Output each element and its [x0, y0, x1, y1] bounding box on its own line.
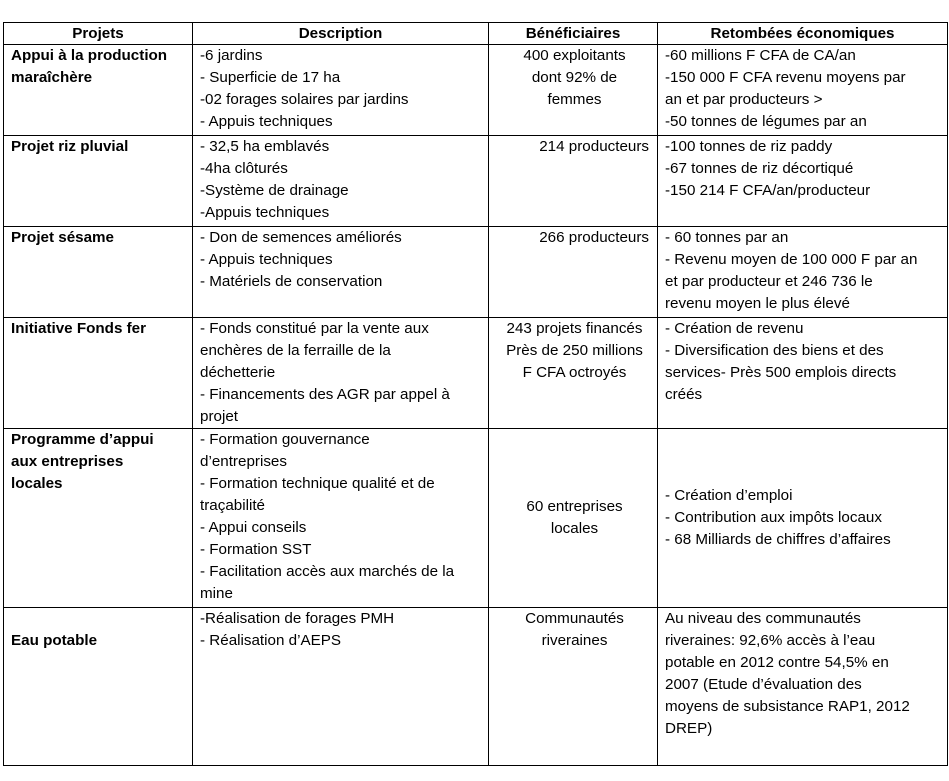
economic-impact-cell: [658, 318, 948, 429]
description-cell: [193, 136, 489, 227]
header-retombees: Retombées économiques: [658, 23, 948, 45]
economic-impact-cell: [658, 136, 948, 227]
beneficiaries-line: riveraines: [541, 632, 608, 649]
description-line: - 32,5 ha emblavés: [200, 138, 330, 155]
description-cell: [193, 318, 489, 429]
beneficiaries-cell: [489, 136, 658, 227]
description-line: -02 forages solaires par jardins: [200, 91, 409, 108]
description-cell: [193, 45, 489, 136]
description-line: enchères de la ferraille de la: [200, 342, 391, 359]
project-cell: [4, 136, 193, 227]
economic-impact-line: -100 tonnes de riz paddy: [665, 138, 833, 155]
economic-impact-line: -50 tonnes de légumes par an: [665, 113, 867, 130]
description-cell: [193, 429, 489, 608]
beneficiaries-cell: [489, 429, 658, 608]
project-cell: [4, 318, 193, 429]
description-line: - Appuis techniques: [200, 251, 333, 268]
beneficiaries-line: F CFA octroyés: [522, 364, 627, 381]
beneficiaries-line: 243 projets financés: [506, 320, 643, 337]
beneficiaries-cell: [489, 318, 658, 429]
description-line: projet: [200, 408, 238, 425]
economic-impact-line: - 60 tonnes par an: [665, 229, 789, 246]
beneficiaries-cell: [489, 227, 658, 318]
project-name-line: Initiative Fonds fer: [11, 320, 147, 337]
table-row: [4, 45, 948, 136]
economic-impact-line: Au niveau des communautés: [665, 610, 861, 627]
description-line: -4ha clôturés: [200, 160, 288, 177]
project-cell: [4, 45, 193, 136]
economic-impact-cell: [658, 608, 948, 766]
description-line: - Formation SST: [200, 541, 312, 558]
beneficiaries-line: 214 producteurs: [539, 138, 649, 155]
description-line: - Appuis techniques: [200, 113, 333, 130]
economic-impact-cell: [658, 45, 948, 136]
project-cell: [4, 608, 193, 766]
table-row: [4, 136, 948, 227]
economic-impact-line: moyens de subsistance RAP1, 2012: [665, 698, 910, 715]
economic-impact-line: - Contribution aux impôts locaux: [665, 509, 882, 526]
table-row: [4, 429, 948, 608]
description-line: - Réalisation d’AEPS: [200, 632, 341, 649]
economic-impact-line: - Création d’emploi: [665, 487, 793, 504]
beneficiaries-line: 60 entreprises: [526, 498, 623, 515]
economic-impact-line: riveraines: 92,6% accès à l’eau: [665, 632, 876, 649]
beneficiaries-line: 266 producteurs: [539, 229, 649, 246]
economic-impact-line: -60 millions F CFA de CA/an: [665, 47, 856, 64]
description-line: - Superficie de 17 ha: [200, 69, 341, 86]
project-name-line: Projet sésame: [11, 229, 114, 246]
beneficiaries-line: Communautés: [525, 610, 624, 627]
beneficiaries-cell: [489, 608, 658, 766]
description-line: - Matériels de conservation: [200, 273, 383, 290]
project-cell: [4, 227, 193, 318]
table-row: [4, 318, 948, 429]
beneficiaries-cell: [489, 45, 658, 136]
economic-impact-line: -67 tonnes de riz décortiqué: [665, 160, 854, 177]
description-line: - Don de semences améliorés: [200, 229, 402, 246]
description-line: - Facilitation accès aux marchés de la: [200, 563, 455, 580]
economic-impact-line: an et par producteurs >: [665, 91, 823, 108]
economic-impact-line: - Revenu moyen de 100 000 F par an: [665, 251, 918, 268]
description-line: - Appui conseils: [200, 519, 307, 536]
description-line: - Financements des AGR par appel à: [200, 386, 450, 403]
beneficiaries-line: femmes: [547, 91, 602, 108]
economic-impact-line: potable en 2012 contre 54,5% en: [665, 654, 889, 671]
project-name-line: Projet riz pluvial: [11, 138, 129, 155]
beneficiaries-line: 400 exploitants: [523, 47, 626, 64]
economic-impact-line: -150 000 F CFA revenu moyens par: [665, 69, 906, 86]
table-row: [4, 608, 948, 766]
description-line: -Appuis techniques: [200, 204, 330, 221]
description-line: mine: [200, 585, 233, 602]
description-line: d’entreprises: [200, 453, 287, 470]
project-cell: [4, 429, 193, 608]
table-header-row: [4, 23, 948, 45]
economic-impact-line: services- Près 500 emplois directs: [665, 364, 897, 381]
header-projets: Projets: [4, 23, 193, 45]
description-line: -Système de drainage: [200, 182, 349, 199]
economic-impact-cell: [658, 227, 948, 318]
economic-impact-line: revenu moyen le plus élevé: [665, 295, 850, 312]
description-cell: [193, 227, 489, 318]
beneficiaries-line: dont 92% de: [531, 69, 618, 86]
description-line: -6 jardins: [200, 47, 263, 64]
project-name-line: maraîchère: [11, 69, 93, 86]
description-line: - Fonds constitué par la vente aux: [200, 320, 429, 337]
economic-impact-line: créés: [665, 386, 703, 403]
description-line: traçabilité: [200, 497, 265, 514]
economic-impact-line: DREP): [665, 720, 713, 737]
economic-impact-line: et par producteur et 246 736 le: [665, 273, 873, 290]
description-line: - Formation technique qualité et de: [200, 475, 435, 492]
economic-impact-cell: [658, 429, 948, 608]
beneficiaries-line: locales: [550, 520, 599, 537]
header-description: Description: [193, 23, 489, 45]
description-line: - Formation gouvernance: [200, 431, 370, 448]
project-name-line: Appui à la production: [11, 47, 168, 64]
economic-impact-line: 2007 (Etude d’évaluation des: [665, 676, 862, 693]
project-name-line: locales: [11, 475, 63, 492]
economic-impact-line: - 68 Milliards de chiffres d’affaires: [665, 531, 891, 548]
beneficiaries-line: Près de 250 millions: [506, 342, 643, 359]
projects-table: [3, 22, 948, 766]
economic-impact-line: -150 214 F CFA/an/producteur: [665, 182, 871, 199]
project-name-line: aux entreprises: [11, 453, 124, 470]
project-name-line: Programme d’appui: [11, 431, 154, 448]
economic-impact-line: - Diversification des biens et des: [665, 342, 884, 359]
economic-impact-line: - Création de revenu: [665, 320, 804, 337]
description-line: -Réalisation de forages PMH: [200, 610, 395, 627]
description-line: déchetterie: [200, 364, 276, 381]
project-name-line: Eau potable: [11, 632, 98, 649]
table-row: [4, 227, 948, 318]
description-cell: [193, 608, 489, 766]
header-beneficiaires: Bénéficiaires: [489, 23, 658, 45]
